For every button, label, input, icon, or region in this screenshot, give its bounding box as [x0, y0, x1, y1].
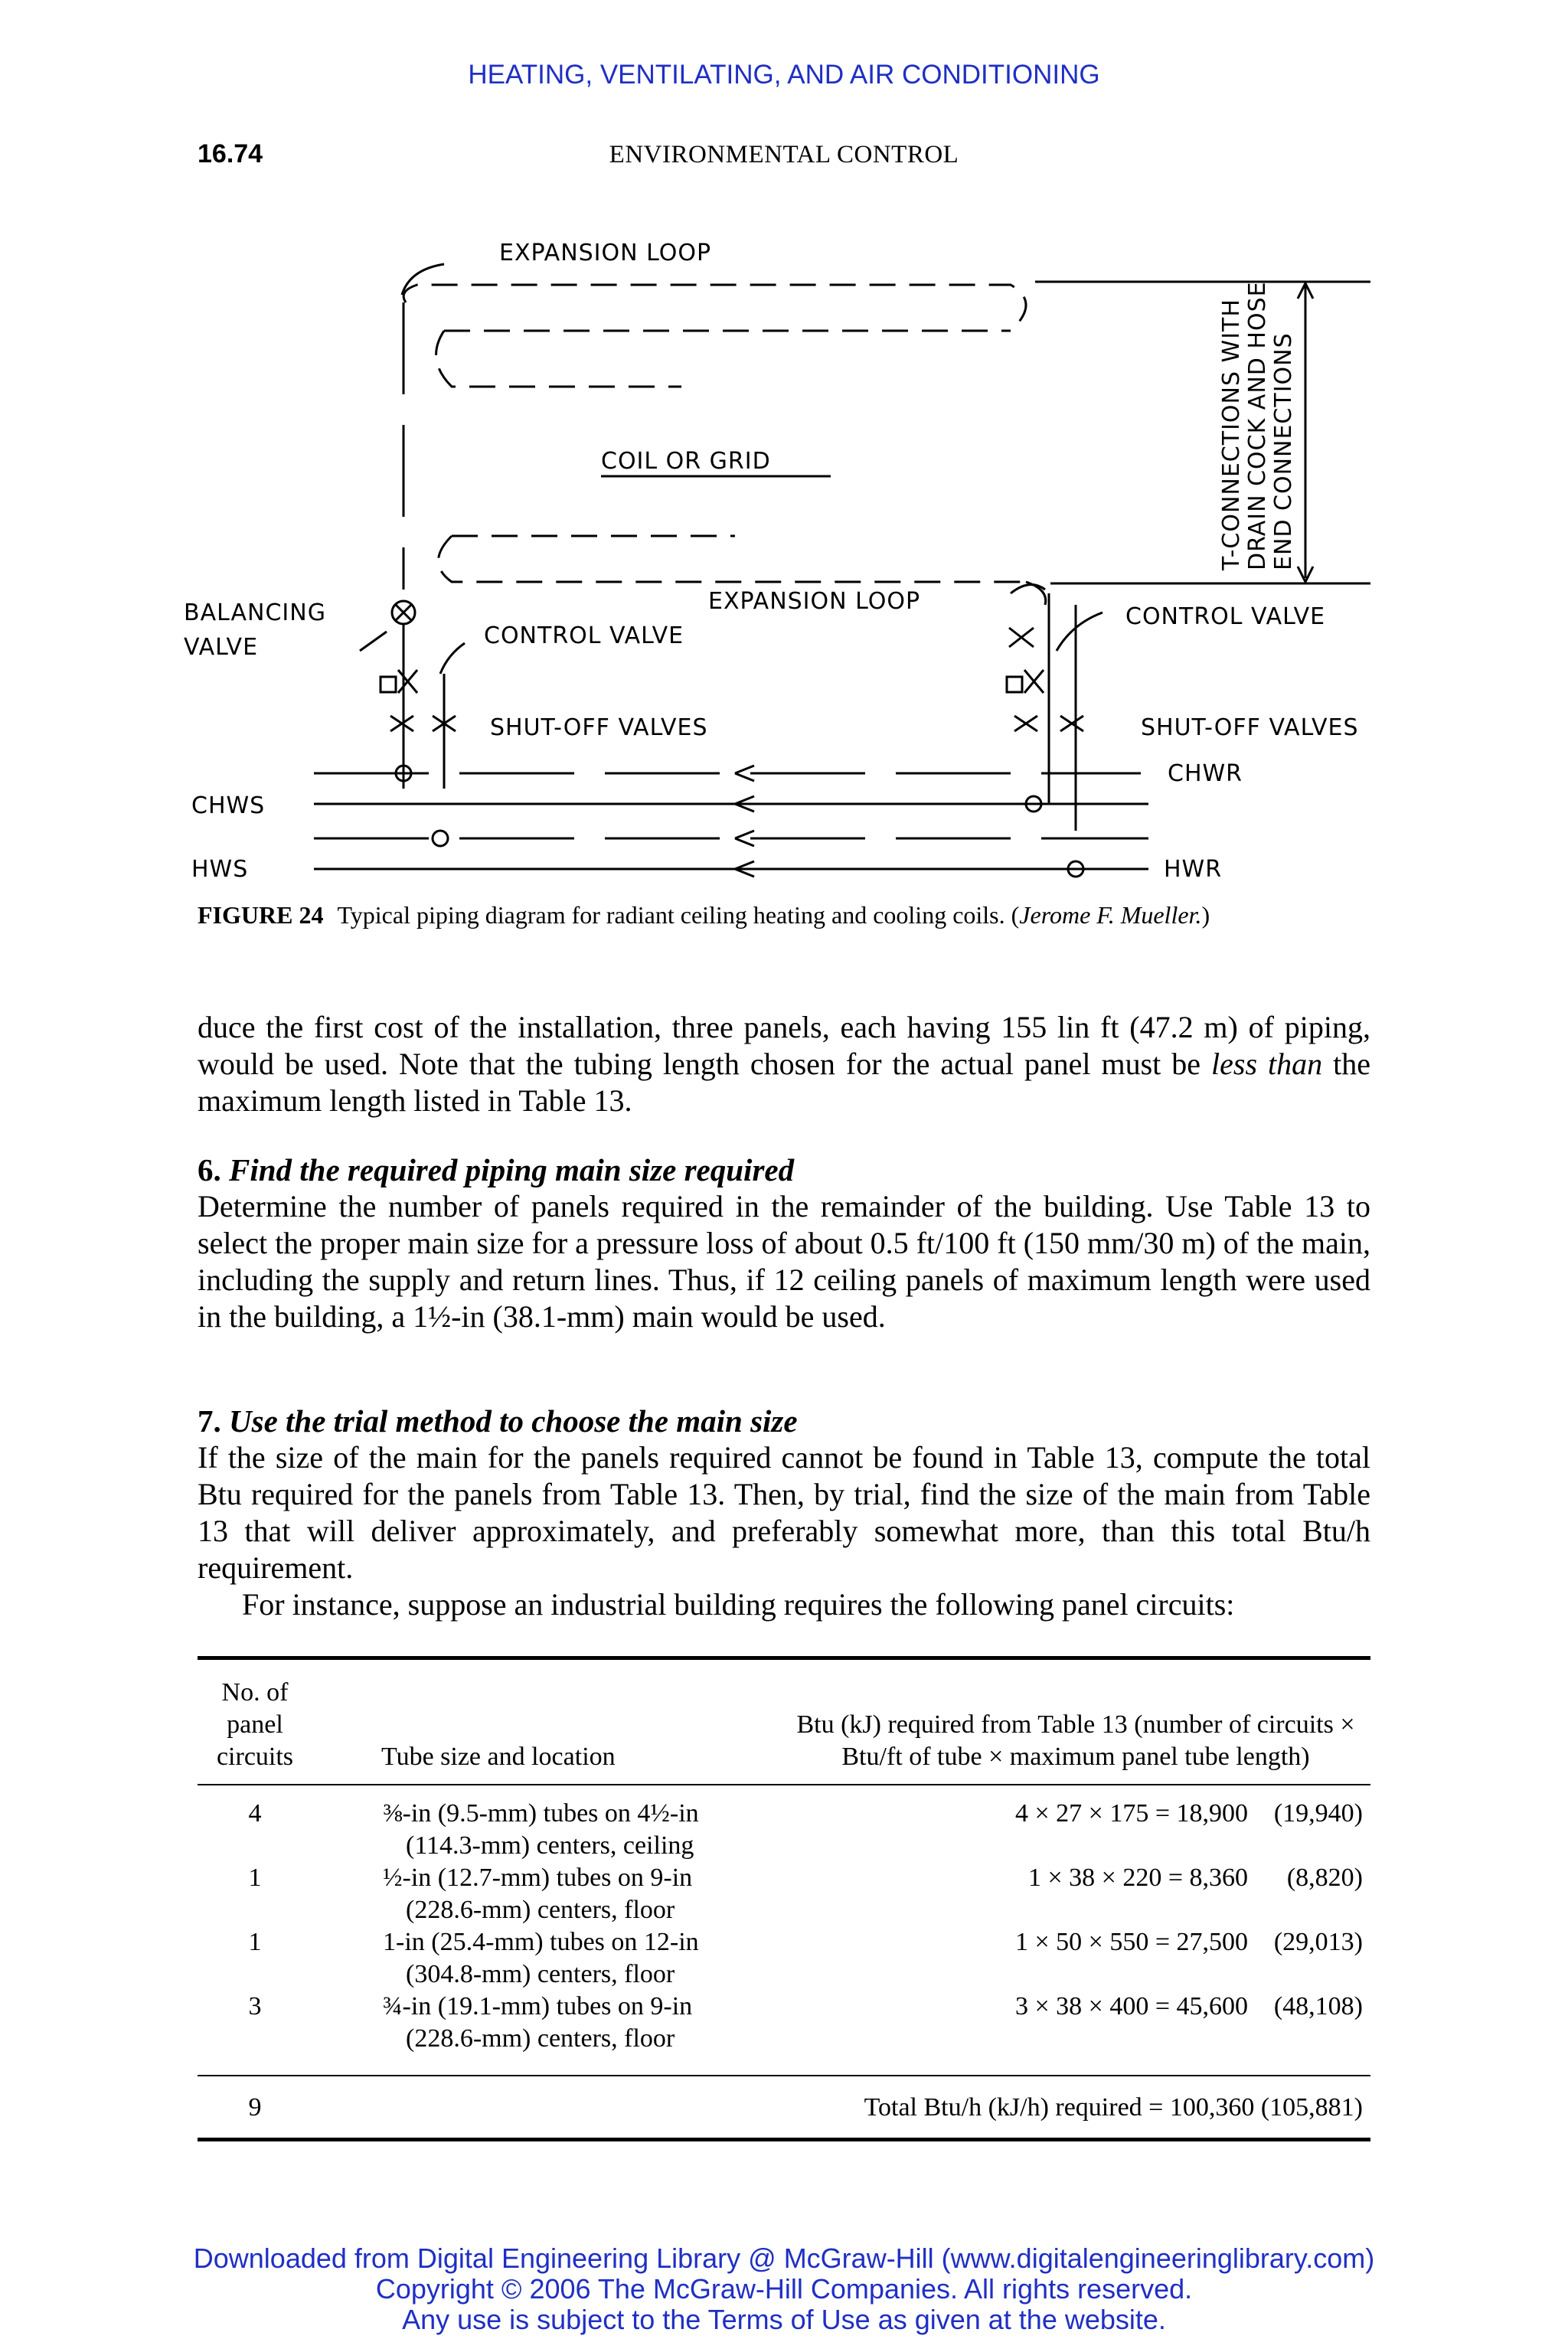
step-7-number: 7.	[198, 1403, 221, 1439]
row-tube-line-1: 1-in (25.4-mm) tubes on 12-in	[383, 1928, 699, 1956]
page-number: 16.74	[198, 139, 263, 168]
table-row	[198, 1926, 1370, 1991]
step-6-title: Find the required piping main size required	[229, 1152, 795, 1187]
step-6-text: Determine the number of panels required in the remainder of the building. Use Table 13 to select the proper main size for a pressure loss of about 0.5 ft/100 ft (150 mm/30 m) of the main, including the supply and return lines. Thus, if 12 ceiling panels of maximum length were used in the building, a 1½-in (38.1-mm) main would be used.	[198, 1189, 1370, 1334]
paragraph-1	[198, 1009, 1370, 1119]
footer-copyright: Copyright © 2006 The McGraw-Hill Companies. All rights reserved.	[375, 2273, 1193, 2305]
label-balancing: BALANCING	[184, 599, 326, 626]
step-7-text-2: For instance, suppose an industrial building requires the following panel circuits:	[242, 1587, 1235, 1622]
piping-diagram	[0, 230, 1568, 888]
panel-circuits-table	[198, 1660, 1370, 2124]
label-hwr: HWR	[1164, 856, 1223, 883]
table-header-row	[198, 1660, 1370, 1781]
row-kj: (19,940)	[1273, 1799, 1363, 1828]
row-tube-line-2: (304.8-mm) centers, floor	[406, 1960, 675, 1988]
label-hws: HWS	[191, 856, 249, 883]
row-tube	[312, 1926, 741, 1991]
paragraph-1-italic: less than	[1211, 1047, 1323, 1081]
label-vertical-3: END CONNECTIONS	[1270, 332, 1297, 570]
table-row	[198, 1862, 1370, 1926]
table-row	[198, 1991, 1370, 2055]
header-tube: Tube size and location	[381, 1743, 616, 1771]
row-btu	[741, 1991, 1370, 2055]
paragraph-1-text: duce the first cost of the installation, three panels, each having 155 lin ft (47.2 m) of piping, would be used. Note that the tubing length chosen for the actual panel must be	[198, 1010, 1370, 1081]
paragraph-1-end: the maximum length listed in Table 13.	[198, 1047, 1371, 1118]
label-expansion-loop-top: EXPANSION LOOP	[499, 240, 712, 266]
step-6-heading	[198, 1152, 794, 1188]
footer-terms: Any use is subject to the Terms of Use as given at the website.	[402, 2304, 1166, 2335]
label-control-valve-right: CONTROL VALVE	[1125, 603, 1326, 630]
table-row	[198, 1781, 1370, 1862]
row-circuits: 4	[248, 1799, 262, 1828]
row-btu	[741, 1781, 1370, 1862]
row-kj: (29,013)	[1273, 1928, 1363, 1956]
label-shutoff-left: SHUT-OFF VALVES	[490, 714, 708, 741]
row-calc: 1 × 38 × 220 = 8,360	[1027, 1864, 1248, 1892]
label-vertical-1: T-CONNECTIONS WITH	[1218, 299, 1245, 570]
caption-credit: Jerome F. Mueller.	[1019, 901, 1202, 929]
row-btu	[741, 1926, 1370, 1991]
row-circuits: 3	[248, 1992, 262, 2020]
step-7-title: Use the trial method to choose the main size	[229, 1403, 798, 1439]
caption-end: )	[1201, 901, 1210, 929]
row-calc: 4 × 27 × 175 = 18,900	[1014, 1799, 1248, 1828]
label-control-valve-left: CONTROL VALVE	[484, 622, 684, 649]
label-coil-or-grid: COIL OR GRID	[601, 448, 771, 475]
caption-text: Typical piping diagram for radiant ceiling heating and cooling coils. (	[337, 901, 1020, 929]
label-chwr: CHWR	[1168, 760, 1243, 787]
row-tube-line-1: ⅜-in (9.5-mm) tubes on 4½-in	[383, 1799, 699, 1828]
row-kj: (48,108)	[1273, 1992, 1363, 2020]
label-shutoff-right: SHUT-OFF VALVES	[1141, 714, 1359, 741]
step-6-number: 6.	[198, 1152, 221, 1187]
table-total-row	[198, 2055, 1370, 2124]
label-expansion-loop-mid: EXPANSION LOOP	[708, 588, 921, 615]
step-7-text: If the size of the main for the panels required cannot be found in Table 13, compute the total Btu required for the panels from Table 13. Then, by trial, find the size of the main from Table 13 that will deliver approximately, and preferably somewhat more, than this total Btu/h requirement.	[198, 1440, 1370, 1585]
running-title: ENVIRONMENTAL CONTROL	[609, 141, 959, 168]
header-circuits: No. of panel circuits	[216, 1678, 294, 1771]
expansion-loop-outer	[403, 285, 1026, 331]
row-circuits: 1	[248, 1864, 262, 1892]
row-tube-line-2: (228.6-mm) centers, floor	[406, 1896, 675, 1924]
header-btu: Btu (kJ) required from Table 13 (number of circuits × Btu/ft of tube × maximum panel tube length)	[796, 1710, 1355, 1771]
table-bottom-rule	[198, 2138, 1370, 2141]
label-vertical-2: DRAIN COCK AND HOSE	[1244, 281, 1271, 570]
row-tube	[312, 1991, 741, 2055]
row-tube-line-2: (114.3-mm) centers, ceiling	[406, 1831, 694, 1860]
site-banner: HEATING, VENTILATING, AND AIR CONDITIONING	[468, 60, 1100, 90]
row-tube-line-1: ½-in (12.7-mm) tubes on 9-in	[383, 1864, 693, 1892]
row-calc: 1 × 50 × 550 = 27,500	[1014, 1928, 1248, 1956]
label-chws: CHWS	[191, 792, 266, 819]
row-tube-line-1: ¾-in (19.1-mm) tubes on 9-in	[383, 1992, 693, 2020]
row-tube-line-2: (228.6-mm) centers, floor	[406, 2024, 675, 2053]
row-tube	[312, 1781, 741, 1862]
step-7-heading	[198, 1403, 798, 1439]
figure-caption	[198, 899, 1369, 931]
figure-label: FIGURE 24	[198, 901, 324, 929]
row-circuits: 1	[248, 1928, 262, 1956]
footer-download[interactable]: Downloaded from Digital Engineering Library @ McGraw-Hill (www.digitalengineeringlibrary.com)	[193, 2243, 1375, 2274]
coil-inner-bottom	[439, 536, 1027, 582]
label-valve: VALVE	[184, 634, 259, 661]
row-calc: 3 × 38 × 400 = 45,600	[1014, 1992, 1248, 2020]
total-circuits: 9	[248, 2093, 262, 2122]
row-kj: (8,820)	[1286, 1864, 1363, 1892]
row-btu	[741, 1862, 1370, 1926]
total-btu: Total Btu/h (kJ/h) required = 100,360 (105,881)	[864, 2093, 1363, 2122]
row-tube	[312, 1862, 741, 1926]
coil-inner-top	[436, 331, 1011, 387]
